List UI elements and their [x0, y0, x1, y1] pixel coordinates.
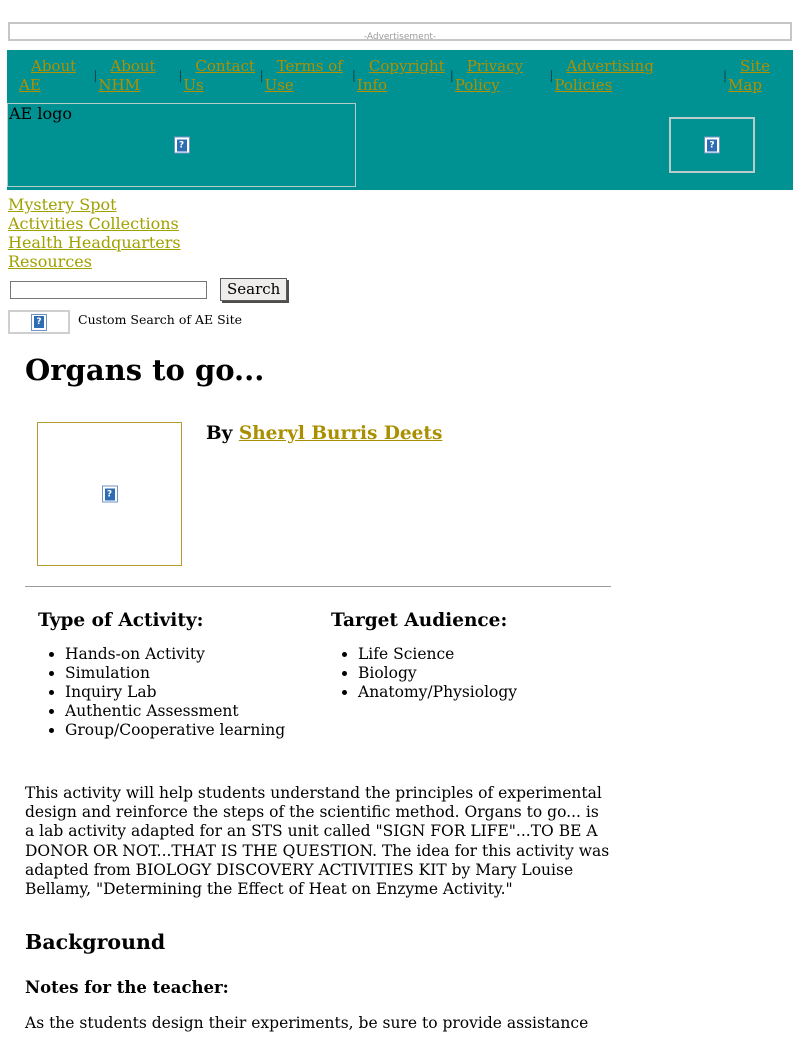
list-item: • Hands-on Activity [65, 645, 318, 664]
article-image-placeholder [37, 422, 182, 566]
broken-image-icon: ? [31, 314, 47, 331]
type-of-activity-column [25, 598, 318, 740]
list-item: • Life Science [358, 645, 611, 664]
list-item: • Inquiry Lab [65, 683, 318, 702]
nav-item-about-nhm[interactable] [96, 57, 181, 95]
nav-link-terms-of-use[interactable]: Terms of Use [264, 57, 343, 94]
broken-image-icon: ? [102, 486, 118, 503]
audience-list [331, 645, 611, 702]
intro-paragraph: This activity will help students understand the principles of experimental design and reinforce the steps of the scientific method. Organs to go... is a lab activity adapted for an STS unit called "SIGN FOR LIFE"...TO BE A DONOR OR NOT...THAT IS THE QUESTION. The idea for this activity was adapted from BIOLOGY DISCOVERY ACTIVITIES KIT by Mary Louise Bellamy, "Determining the Effect of Heat on Enzyme Activity." [25, 784, 610, 899]
ae-logo-alt-text: AE logo [9, 104, 72, 123]
search-input[interactable] [10, 281, 207, 299]
activity-info-columns [25, 598, 611, 740]
divider [25, 586, 611, 587]
nav-link-about-nhm[interactable]: About NHM [98, 57, 156, 94]
article-content [25, 355, 611, 1033]
quick-link-health-headquarters[interactable]: Health Headquarters [8, 233, 181, 252]
list-item: • Anatomy/Physiology [358, 683, 611, 702]
type-heading: Type of Activity: [38, 610, 204, 631]
target-audience-column [318, 598, 611, 740]
quick-link-mystery-spot[interactable]: Mystery Spot [8, 195, 117, 214]
site-header [7, 50, 793, 190]
broken-image-icon: ? [174, 137, 190, 154]
broken-image-icon: ? [704, 137, 720, 154]
nav-link-privacy-policy[interactable]: Privacy Policy [454, 57, 524, 94]
quick-link-resources[interactable]: Resources [8, 252, 92, 271]
custom-search-row [8, 310, 800, 334]
search-bar [10, 278, 800, 301]
notes-paragraph: As the students design their experiments, be sure to provide assistance [25, 1014, 589, 1033]
header-nav [7, 50, 793, 95]
byline-prefix: By [206, 423, 233, 444]
page-title: Organs to go... [25, 353, 265, 387]
list-item: • Group/Cooperative learning [65, 721, 318, 740]
nav-item-about-ae[interactable] [17, 57, 96, 95]
byline [206, 423, 442, 566]
nav-link-contact-us[interactable]: Contact Us [183, 57, 255, 94]
audience-heading: Target Audience: [331, 610, 508, 631]
list-item: • Authentic Assessment [65, 702, 318, 721]
header-right-image-placeholder[interactable] [669, 117, 755, 173]
byline-section [25, 422, 611, 566]
custom-search-label: Custom Search of AE Site [78, 312, 243, 327]
nav-link-advertising-policies[interactable]: Advertising Policies [554, 57, 654, 94]
nav-item-contact-us[interactable] [181, 57, 262, 95]
nav-link-site-map[interactable]: Site Map [728, 57, 771, 94]
nav-link-about-ae[interactable]: About AE [19, 57, 77, 94]
nav-item-terms-of-use[interactable] [263, 57, 355, 95]
search-button[interactable]: Search [220, 278, 287, 301]
custom-search-image-placeholder[interactable] [8, 310, 70, 334]
notes-heading: Notes for the teacher: [25, 978, 229, 998]
nav-item-copyright-info[interactable] [355, 57, 453, 95]
background-heading: Background [25, 930, 166, 955]
author-link[interactable]: Sheryl Burris Deets [238, 423, 443, 444]
nav-link-copyright-info[interactable]: Copyright Info [356, 57, 445, 94]
quick-link-activities-collections[interactable]: Activities Collections [8, 214, 179, 233]
nav-item-advertising-policies[interactable] [552, 57, 676, 95]
list-item: • Biology [358, 664, 611, 683]
advertisement-banner [8, 22, 792, 41]
nav-item-site-map[interactable] [726, 57, 787, 95]
list-item: • Simulation [65, 664, 318, 683]
type-list [38, 645, 318, 740]
quick-links [8, 195, 800, 271]
nav-item-privacy-policy[interactable] [453, 57, 553, 95]
ae-logo-placeholder[interactable] [7, 103, 356, 187]
advertisement-label: -Advertisement- [363, 32, 437, 42]
